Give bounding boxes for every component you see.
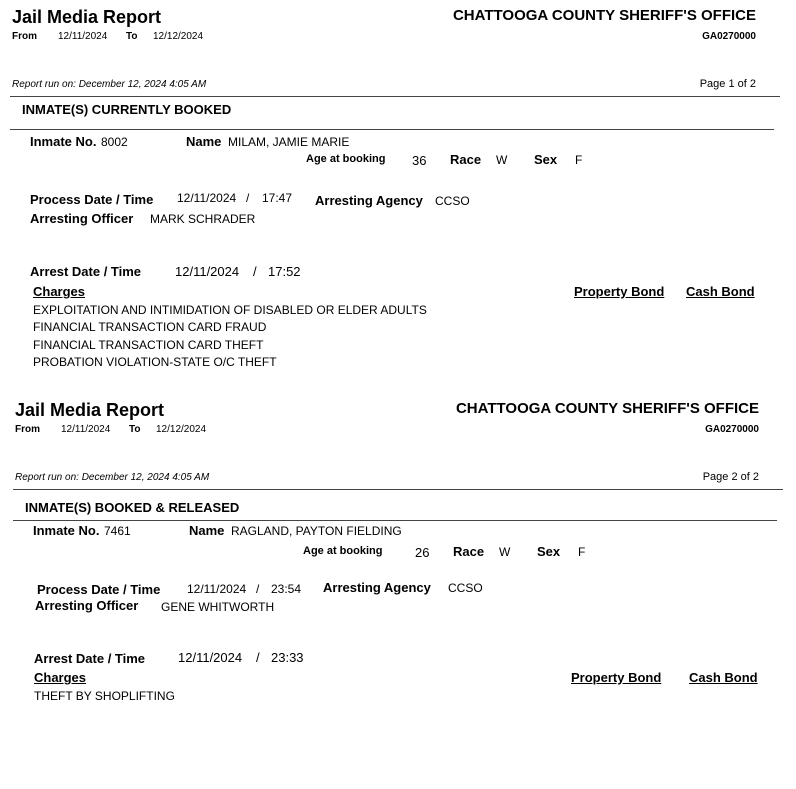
to-label: To xyxy=(129,424,141,435)
sex-value: F xyxy=(578,545,586,559)
arrest-separator: / xyxy=(256,650,260,665)
inmate-no-label: Inmate No. xyxy=(30,134,97,149)
divider xyxy=(13,520,777,521)
arresting-agency-value: CCSO xyxy=(435,194,470,208)
cash-bond-heading: Cash Bond xyxy=(689,670,758,685)
charge-item: THEFT BY SHOPLIFTING xyxy=(34,689,175,703)
charges-heading: Charges xyxy=(34,670,87,685)
section-heading: INMATE(S) BOOKED & RELEASED xyxy=(25,500,240,515)
process-date: 12/11/2024 xyxy=(177,191,237,205)
inmate-no-label: Inmate No. xyxy=(33,523,100,538)
age-label: Age at booking xyxy=(303,545,383,557)
to-label: To xyxy=(126,31,138,42)
arrest-time: 17:52 xyxy=(268,264,301,279)
report-run-timestamp: Report run on: December 12, 2024 4:05 AM xyxy=(12,79,207,90)
section-heading: INMATE(S) CURRENTLY BOOKED xyxy=(22,102,232,117)
office-name: CHATTOOGA COUNTY SHERIFF'S OFFICE xyxy=(455,400,759,417)
race-value: W xyxy=(499,545,511,559)
charge-item: PROBATION VIOLATION-STATE O/C THEFT xyxy=(33,355,277,369)
report-run-timestamp: Report run on: December 12, 2024 4:05 AM xyxy=(15,472,210,483)
from-label: From xyxy=(15,424,40,435)
from-label: From xyxy=(12,31,37,42)
arrest-time: 23:33 xyxy=(271,650,304,665)
age-value: 36 xyxy=(412,153,427,168)
charge-item: FINANCIAL TRANSACTION CARD THEFT xyxy=(33,338,264,352)
arresting-agency-label: Arresting Agency xyxy=(323,580,431,595)
property-bond-heading: Property Bond xyxy=(574,284,665,299)
race-label: Race xyxy=(453,544,485,559)
arrest-datetime-label: Arrest Date / Time xyxy=(30,264,142,279)
process-separator: / xyxy=(256,582,260,596)
agency-code: GA0270000 xyxy=(705,424,759,435)
from-date: 12/11/2024 xyxy=(61,424,111,435)
page-number: Page 2 of 2 xyxy=(702,471,759,483)
arrest-date: 12/11/2024 xyxy=(178,650,243,665)
name-value: MILAM, JAMIE MARIE xyxy=(228,135,350,149)
sex-label: Sex xyxy=(534,152,558,167)
agency-code: GA0270000 xyxy=(702,31,756,42)
report-title: Jail Media Report xyxy=(15,400,165,420)
race-value: W xyxy=(496,153,508,167)
name-label: Name xyxy=(189,523,225,538)
arrest-datetime-label: Arrest Date / Time xyxy=(34,651,146,666)
process-datetime-label: Process Date / Time xyxy=(30,192,154,207)
process-time: 23:54 xyxy=(271,582,302,596)
page-number: Page 1 of 2 xyxy=(699,78,756,90)
process-datetime-label: Process Date / Time xyxy=(37,582,161,597)
arrest-date: 12/11/2024 xyxy=(175,264,240,279)
charge-item: FINANCIAL TRANSACTION CARD FRAUD xyxy=(33,320,267,334)
to-date: 12/12/2024 xyxy=(153,31,204,42)
inmate-no-value: 7461 xyxy=(104,524,131,538)
divider xyxy=(10,96,780,97)
name-label: Name xyxy=(186,134,222,149)
name-value: RAGLAND, PAYTON FIELDING xyxy=(231,524,402,538)
arresting-officer-value: GENE WHITWORTH xyxy=(161,600,275,614)
property-bond-heading: Property Bond xyxy=(571,670,662,685)
divider xyxy=(10,129,774,130)
process-date: 12/11/2024 xyxy=(187,582,247,596)
arresting-officer-label: Arresting Officer xyxy=(30,211,134,226)
to-date: 12/12/2024 xyxy=(156,424,207,435)
arresting-agency-label: Arresting Agency xyxy=(315,193,423,208)
arrest-separator: / xyxy=(253,264,257,279)
race-label: Race xyxy=(450,152,482,167)
divider xyxy=(13,489,783,490)
sex-label: Sex xyxy=(537,544,561,559)
sex-value: F xyxy=(575,153,583,167)
age-label: Age at booking xyxy=(306,153,386,165)
office-name: CHATTOOGA COUNTY SHERIFF'S OFFICE xyxy=(452,7,756,24)
from-date: 12/11/2024 xyxy=(58,31,108,42)
arresting-officer-label: Arresting Officer xyxy=(35,598,139,613)
report-title: Jail Media Report xyxy=(12,7,162,27)
inmate-no-value: 8002 xyxy=(101,135,128,149)
arresting-agency-value: CCSO xyxy=(448,581,483,595)
cash-bond-heading: Cash Bond xyxy=(686,284,755,299)
charge-item: EXPLOITATION AND INTIMIDATION OF DISABLED OR ELDER ADULTS xyxy=(33,303,427,317)
age-value: 26 xyxy=(415,545,430,560)
process-time: 17:47 xyxy=(262,191,293,205)
charges-heading: Charges xyxy=(33,284,86,299)
process-separator: / xyxy=(246,191,250,205)
arresting-officer-value: MARK SCHRADER xyxy=(150,212,256,226)
